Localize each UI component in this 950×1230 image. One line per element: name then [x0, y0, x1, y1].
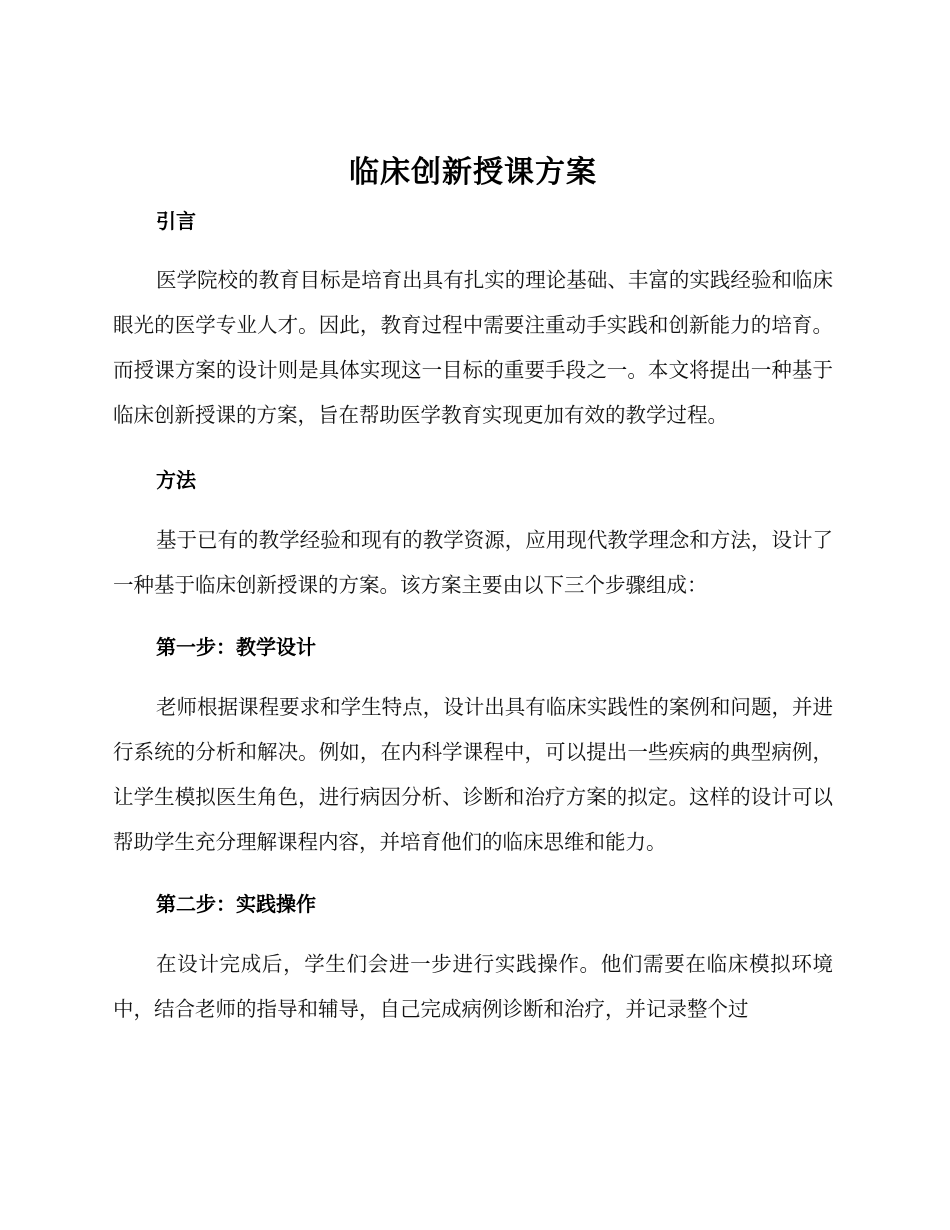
- section-heading-step-two: 第二步：实践操作: [156, 892, 316, 916]
- section-heading-method: 方法: [156, 468, 196, 492]
- paragraph-step-one: 老师根据课程要求和学生特点，设计出具有临床实践性的案例和问题，并进行系统的分析和解决。例如，在内科学课程中，可以提出一些疾病的典型病例，让学生模拟医生角色，进行病因分析、诊断和治疗方案的拟定。这样的设计可以帮助学生充分理解课程内容，并培育他们的临床思维和能力。: [113, 695, 833, 854]
- section-heading-step-one: 第一步：教学设计: [156, 635, 316, 659]
- paragraph-introduction: 医学院校的教育目标是培育出具有扎实的理论基础、丰富的实践经验和临床眼光的医学专业人才。因此，教育过程中需要注重动手实践和创新能力的培育。而授课方案的设计则是具体实现这一目标的重要手段之一。本文将提出一种基于临床创新授课的方案，旨在帮助医学教育实现更加有效的教学过程。: [113, 268, 833, 427]
- paragraph-step-two: 在设计完成后，学生们会进一步进行实践操作。他们需要在临床模拟环境中，结合老师的指导和辅导，自己完成病例诊断和治疗，并记录整个过: [113, 952, 833, 1021]
- paragraph-method: 基于已有的教学经验和现有的教学资源，应用现代教学理念和方法，设计了一种基于临床创新授课的方案。该方案主要由以下三个步骤组成：: [113, 528, 833, 597]
- document-title: 临床创新授课方案: [349, 155, 597, 190]
- section-heading-introduction: 引言: [156, 209, 196, 233]
- document-body: [113, 150, 833, 1032]
